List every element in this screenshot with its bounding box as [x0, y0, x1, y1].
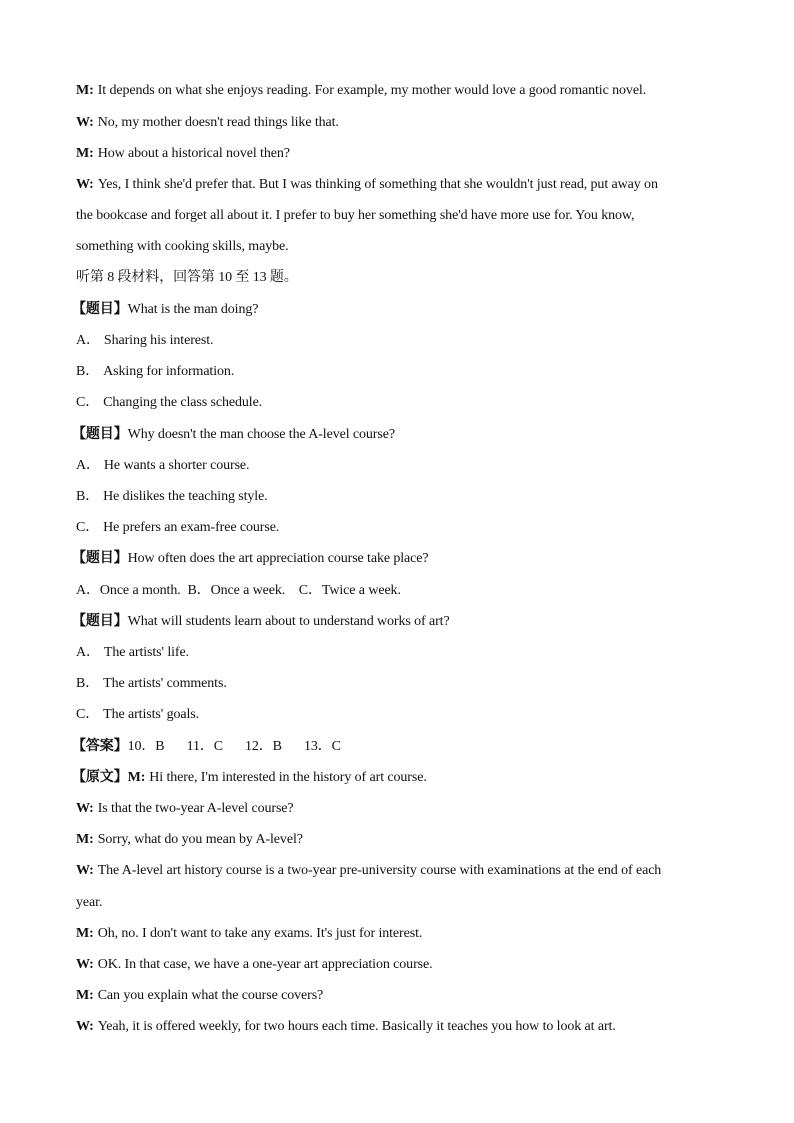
option-letter: A． [76, 645, 100, 660]
question-tag: 【题目】 [72, 551, 128, 566]
question-option [76, 394, 716, 412]
question-option [76, 519, 716, 537]
dialogue-line [76, 114, 716, 132]
option-letter: C． [76, 520, 100, 535]
transcript-text: Yeah, it is offered weekly, for two hours each time. Basically it teaches you how to look at art. [97, 1019, 616, 1034]
speaker-label: W: [76, 863, 94, 878]
option-text: He wants a shorter course. [103, 458, 250, 473]
option-text: Asking for information. [103, 364, 235, 379]
speaker-label: M: [76, 926, 94, 941]
option-text: Changing the class schedule. [103, 395, 263, 410]
speaker-label: W: [76, 957, 94, 972]
option-letter: B． [76, 676, 100, 691]
dialogue-text: It depends on what she enjoys reading. For example, my mother would love a good romantic novel. [97, 83, 647, 98]
question-text: What will students learn about to understand works of art? [127, 614, 450, 629]
speaker-label: W: [76, 801, 94, 816]
transcript-line [72, 769, 712, 787]
question-stem [72, 301, 712, 319]
question-stem [72, 426, 712, 444]
speaker-label: M: [76, 832, 94, 847]
dialogue-line [76, 238, 716, 256]
transcript-text: Oh, no. I don't want to take any exams. It's just for interest. [97, 926, 423, 941]
transcript-tag: 【原文】 [72, 770, 128, 785]
option-text: He dislikes the teaching style. [103, 489, 268, 504]
dialogue-text: How about a historical novel then? [97, 146, 290, 161]
transcript-line [76, 862, 716, 880]
answer-item: 13．C [303, 739, 341, 754]
dialogue-text: Yes, I think she'd prefer that. But I was thinking of something that she wouldn't just read, put away on [97, 177, 658, 192]
question-text: How often does the art appreciation course take place? [127, 551, 429, 566]
question-text: What is the man doing? [127, 302, 259, 317]
speaker-label: M: [76, 988, 94, 1003]
speaker-label: W: [76, 177, 94, 192]
speaker-label: W: [76, 1019, 94, 1034]
transcript-line [76, 987, 716, 1005]
question-option [76, 644, 716, 662]
transcript-text: Is that the two-year A-level course? [97, 801, 294, 816]
answer-tag: 【答案】 [72, 739, 128, 754]
question-option [76, 363, 716, 381]
dialogue-text: the bookcase and forget all about it. I prefer to buy her something she'd have more use for. You know, [76, 208, 635, 223]
transcript-line [76, 831, 716, 849]
dialogue-text: something with cooking skills, maybe. [76, 239, 289, 254]
speaker-label: M: [76, 83, 94, 98]
question-option [76, 488, 716, 506]
question-stem [72, 613, 712, 631]
question-text: Why doesn't the man choose the A-level course? [127, 427, 395, 442]
answer-line [72, 738, 712, 756]
speaker-label: M: [76, 146, 94, 161]
section-intro: 听第 8 段材料，回答第 10 至 13 题。 [76, 270, 298, 285]
answer-item: 10．B [127, 739, 165, 754]
option-letter: C． [76, 707, 100, 722]
speaker-label: W: [76, 115, 94, 130]
transcript-line [76, 894, 716, 912]
question-option [76, 675, 716, 693]
transcript-text: OK. In that case, we have a one-year art appreciation course. [97, 957, 433, 972]
question-option [76, 706, 716, 724]
transcript-line [76, 956, 716, 974]
option-text: The artists' comments. [103, 676, 227, 691]
transcript-text: Hi there, I'm interested in the history of art course. [149, 770, 427, 785]
option-text: Sharing his interest. [103, 333, 214, 348]
answer-item: 11．C [186, 739, 223, 754]
option-letter: B． [76, 364, 100, 379]
question-tag: 【题目】 [72, 427, 128, 442]
question-option [76, 332, 716, 350]
dialogue-line [76, 82, 716, 100]
question-tag: 【题目】 [72, 614, 128, 629]
transcript-text: The A-level art history course is a two-year pre-university course with examinations at the end of each [97, 863, 662, 878]
transcript-text: Sorry, what do you mean by A-level? [97, 832, 303, 847]
dialogue-line [76, 145, 716, 163]
option-text: He prefers an exam-free course. [103, 520, 280, 535]
transcript-text: Can you explain what the course covers? [97, 988, 324, 1003]
option-text: The artists' life. [103, 645, 190, 660]
transcript-text: year. [76, 895, 103, 910]
answer-item: 12．B [244, 739, 282, 754]
dialogue-text: No, my mother doesn't read things like that. [97, 115, 339, 130]
option-text: The artists' goals. [103, 707, 200, 722]
transcript-line [76, 1018, 716, 1036]
question-tag: 【题目】 [72, 302, 128, 317]
dialogue-line [76, 207, 716, 225]
transcript-line [76, 800, 716, 818]
dialogue-line [76, 176, 716, 194]
question-options-inline: A．Once a month. B．Once a week. C．Twice a week. [76, 583, 401, 598]
option-letter: A． [76, 333, 100, 348]
option-letter: B． [76, 489, 100, 504]
option-letter: C． [76, 395, 100, 410]
question-option [76, 457, 716, 475]
transcript-line [76, 925, 716, 943]
option-letter: A． [76, 458, 100, 473]
speaker-label: M: [127, 770, 146, 785]
question-stem [72, 550, 712, 568]
